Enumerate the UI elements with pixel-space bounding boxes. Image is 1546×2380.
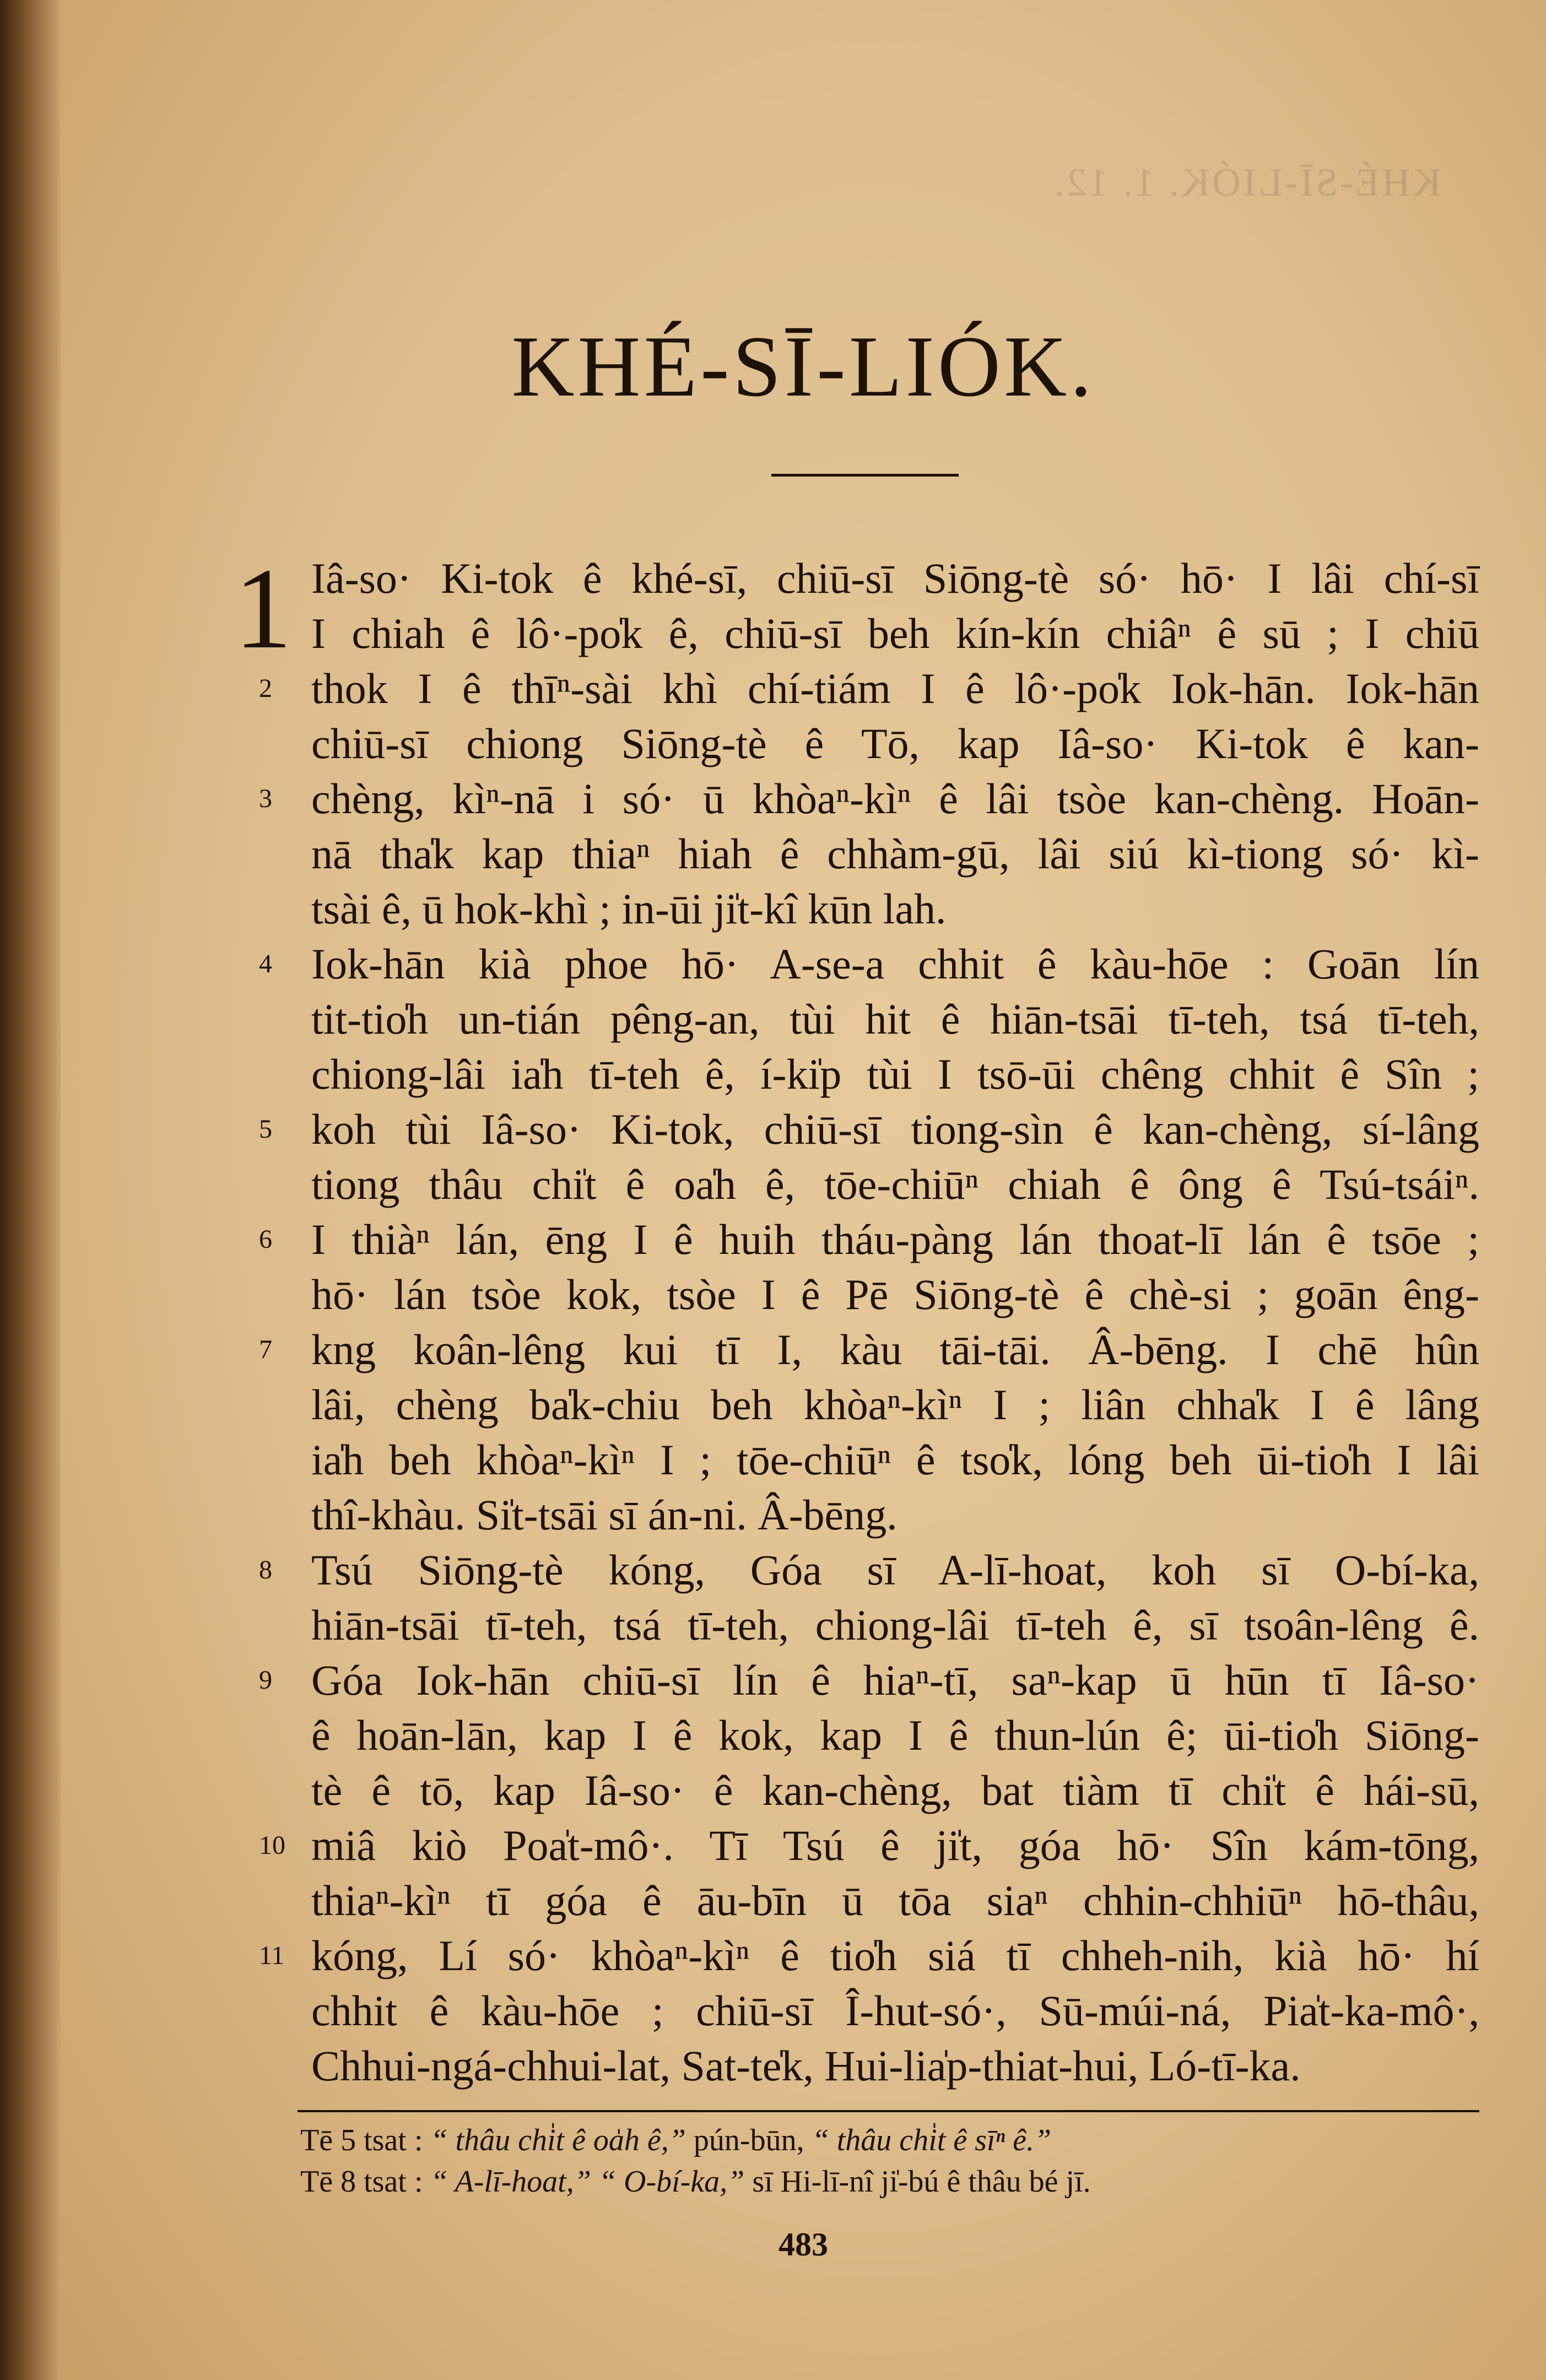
verse-number: 11 <box>259 1941 285 1970</box>
chapter-number: 1 <box>234 545 292 673</box>
text-line: thiaⁿ-kìⁿ tī góa ê āu-bīn ū tōa siaⁿ chhin-chhiūⁿ hō-thâu, <box>311 1876 1479 1924</box>
text-line: kóng, Lí só· khòaⁿ-kìⁿ ê tio̍h siá tī chheh-nih, kià hō· hí <box>311 1932 1479 1979</box>
text-line: hiān-tsāi tī-teh, tsá tī-teh, chiong-lâi tī-teh ê, sī tsoân-lêng ê. <box>311 1601 1479 1649</box>
text-line: tiong thâu chi̍t ê oa̍h ê, tōe-chiūⁿ chiah ê ông ê Tsú-tsáiⁿ. <box>311 1160 1479 1208</box>
text-line: miâ kiò Poa̍t-mô·. Tī Tsú ê ji̍t, góa hō· Sîn kám-tōng, <box>311 1821 1479 1869</box>
text-line: kng koân-lêng kui tī I, kàu tāi-tāi. Â-bēng. I chē hûn <box>311 1326 1479 1373</box>
text-line: nā tha̍k kap thiaⁿ hiah ê chhàm-gū, lâi siú kì-tiong só· kì- <box>311 830 1479 878</box>
verse-number: 5 <box>259 1115 272 1144</box>
footnote-text: sī Hi-lī-nî ji̍-bú ê thâu bé jī. <box>752 2165 1091 2199</box>
verse-number: 3 <box>259 784 272 813</box>
footnote-quote: “ O-bí-ka,” <box>598 2165 745 2199</box>
title-rule <box>771 474 959 477</box>
page-title: KHÉ-SĪ-LIÓK. <box>511 318 1095 415</box>
text-line: tit-tio̍h un-tián pêng-an, tùi hit ê hiān-tsāi tī-teh, tsá tī-teh, <box>311 995 1479 1043</box>
text-line: chiong-lâi ia̍h tī-teh ê, í-ki̍p tùi I tsō-ūi chêng chhit ê Sîn ; <box>311 1050 1479 1098</box>
text-line: chèng, kìⁿ-nā i só· ū khòaⁿ-kìⁿ ê lâi tsòe kan-chèng. Hoān- <box>311 775 1479 823</box>
text-line: I thiàⁿ lán, ēng I ê huih tháu-pàng lán thoat-lī lán ê tsōe ; <box>311 1215 1479 1263</box>
footnote-text: pún-būn, <box>693 2123 804 2157</box>
footnote-ref: Tē 5 tsat : <box>300 2123 423 2157</box>
text-line: tè ê tō, kap Iâ-so· ê kan-chèng, bat tiàm tī chi̍t ê hái-sū, <box>311 1766 1479 1814</box>
footnote-rule <box>298 2110 1479 2112</box>
verse-number: 10 <box>259 1831 285 1860</box>
text-line: hō· lán tsòe kok, tsòe I ê Pē Siōng-tè ê chè-si ; goān êng- <box>311 1270 1479 1318</box>
verse-number: 9 <box>259 1665 272 1695</box>
text-line: Tsú Siōng-tè kóng, Góa sī A-lī-hoat, koh sī O-bí-ka, <box>311 1546 1479 1594</box>
text-line: Góa Iok-hān chiū-sī lín ê hiaⁿ-tī, saⁿ-kap ū hūn tī Iâ-so· <box>311 1656 1479 1704</box>
verse-number: 6 <box>259 1225 272 1254</box>
verse-number: 4 <box>259 949 272 978</box>
verse-number: 2 <box>259 674 272 703</box>
text-line: thok I ê thīⁿ-sài khì chí-tiám I ê lô·-po̍k Iok-hān. Iok-hān <box>311 664 1479 712</box>
verse-number: 8 <box>259 1555 272 1584</box>
book-page <box>61 0 1546 2380</box>
page-number: 483 <box>779 2226 828 2263</box>
footnote-quote: “ thâu chi̍t ê oa̍h ê,” <box>430 2123 686 2157</box>
text-line: ia̍h beh khòaⁿ-kìⁿ I ; tōe-chiūⁿ ê tso̍k, lóng beh ūi-tio̍h I lâi <box>311 1436 1479 1484</box>
bleed-through-header: KHÉ-SĪ-LIÓK. 1. 12. <box>1052 160 1441 204</box>
text-line: Iok-hān kià phoe hō· A-se-a chhit ê kàu-hōe : Goān lín <box>311 940 1479 988</box>
text-line: thî-khàu. Si̍t-tsāi sī án-ni. Â-bēng. <box>311 1491 898 1539</box>
footnote <box>300 2121 1479 2160</box>
text-line: tsài ê, ū hok-khì ; in-ūi ji̍t-kî kūn lah. <box>311 885 947 933</box>
text-line: chhit ê kàu-hōe ; chiū-sī Î-hut-só·, Sū-múi-ná, Pia̍t-ka-mô·, <box>311 1987 1479 2035</box>
footnote-ref: Tē 8 tsat : <box>300 2165 423 2199</box>
text-line: Chhui-ngá-chhui-lat, Sat-te̍k, Hui-lia̍p-thiat-hui, Ló-tī-ka. <box>311 2042 1301 2090</box>
text-line: koh tùi Iâ-so· Ki-tok, chiū-sī tiong-sìn ê kan-chèng, sí-lâng <box>311 1105 1479 1153</box>
text-line: Iâ-so· Ki-tok ê khé-sī, chiū-sī Siōng-tè só· hō· I lâi chí-sī <box>311 554 1479 602</box>
text-line: I chiah ê lô·-po̍k ê, chiū-sī beh kín-kín chiâⁿ ê sū ; I chiū <box>311 609 1479 657</box>
footnote-quote: “ A-lī-hoat,” <box>430 2165 591 2199</box>
footnote <box>300 2162 1479 2201</box>
verse-number: 7 <box>259 1335 272 1364</box>
text-line: lâi, chèng ba̍k-chiu beh khòaⁿ-kìⁿ I ; liân chha̍k I ê lâng <box>311 1381 1479 1429</box>
text-line: ê hoān-lān, kap I ê kok, kap I ê thun-lún ê; ūi-tio̍h Siōng- <box>311 1711 1479 1759</box>
text-line: chiū-sī chiong Siōng-tè ê Tō, kap Iâ-so· Ki-tok ê kan- <box>311 720 1479 767</box>
footnote-quote: “ thâu chi̍t ê sīⁿ ê.” <box>812 2123 1052 2157</box>
book-spine-shadow <box>0 0 61 2380</box>
